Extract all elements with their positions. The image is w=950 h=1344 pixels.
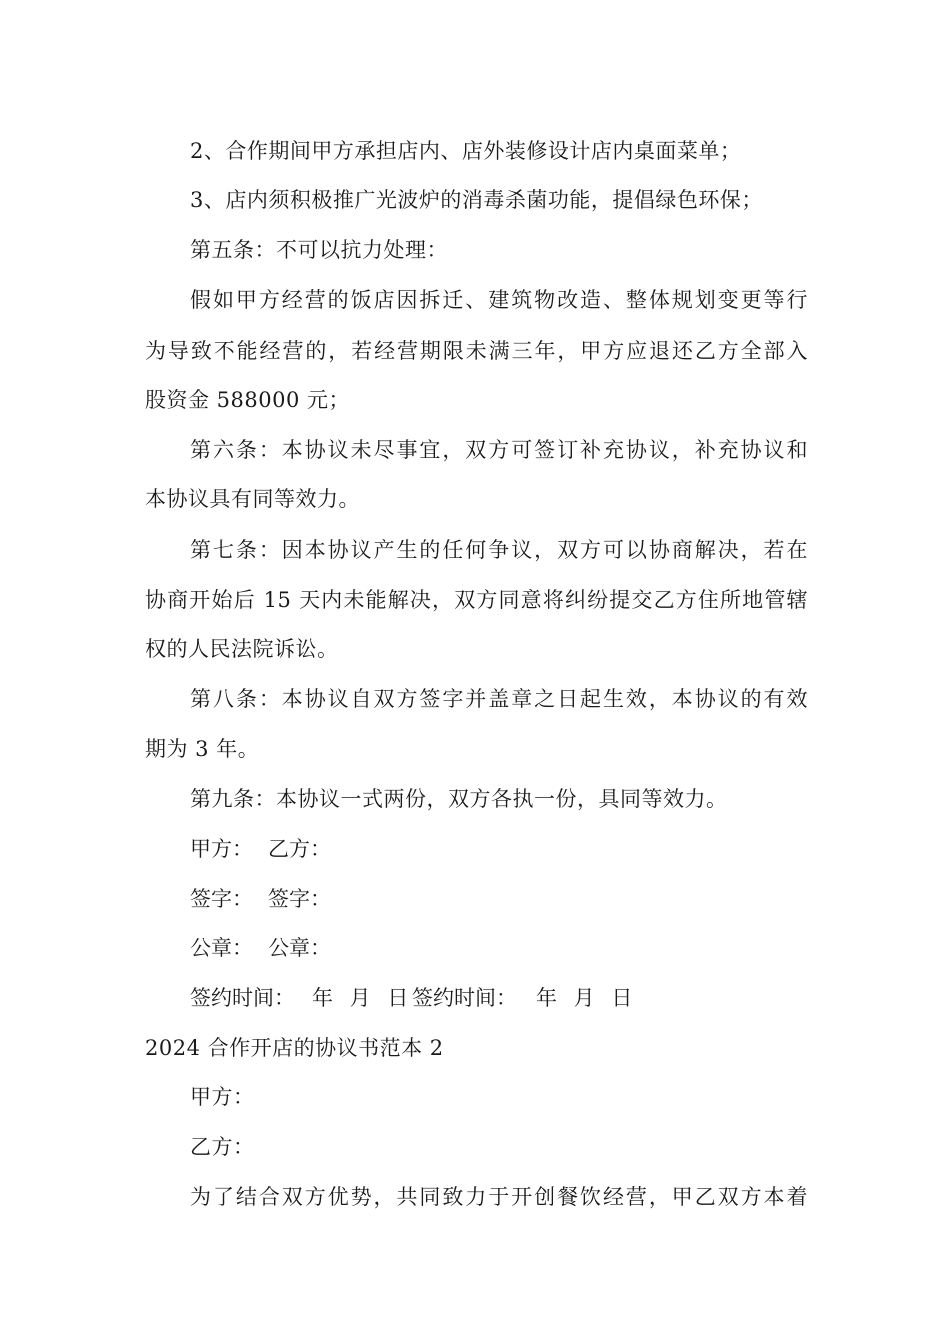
clause-5-heading: 第五条：不可以抗力处理： <box>190 238 448 262</box>
date-a-value: 年 月 日 <box>312 986 409 1010</box>
section-2-party-a: 甲方： <box>190 1085 255 1109</box>
seal-a-label: 公章： <box>190 936 253 960</box>
clause-5-text-line-1: 假如甲方经营的饭店因拆迁、建筑物改造、整体规划变更等行 <box>190 288 808 312</box>
clause-8-line-1: 第八条：本协议自双方签字并盖章之日起生效，本协议的有效 <box>190 687 808 711</box>
clause-7-line-2: 协商开始后 15 天内未能解决，双方同意将纠纷提交乙方住所地管辖 <box>145 588 808 612</box>
sign-b-label: 签字： <box>268 887 331 911</box>
clause-4-item-2: 2、合作期间甲方承担店内、店外装修设计店内桌面菜单； <box>190 139 742 163</box>
date-a-label: 签约时间： <box>190 986 295 1010</box>
section-2-party-b: 乙方： <box>190 1135 255 1159</box>
clause-6-line-2: 本协议具有同等效力。 <box>145 487 360 511</box>
sign-a-label: 签字： <box>190 887 253 911</box>
clause-4-item-3: 3、店内须积极推广光波炉的消毒杀菌功能，提倡绿色环保； <box>190 188 763 212</box>
clause-9: 第九条：本协议一式两份，双方各执一份，具同等效力。 <box>190 787 728 811</box>
date-b-value: 年 月 日 <box>536 986 633 1010</box>
clause-7-line-1: 第七条：因本协议产生的任何争议，双方可以协商解决，若在 <box>190 538 808 562</box>
date-b-label: 签约时间： <box>412 986 517 1010</box>
seal-b-label: 公章： <box>268 936 331 960</box>
party-b-label: 乙方： <box>268 837 331 861</box>
clause-7-line-3: 权的人民法院诉讼。 <box>145 637 339 661</box>
section-2-title: 2024 合作开店的协议书范本 2 <box>145 1036 444 1060</box>
clause-6-line-1: 第六条：本协议未尽事宜，双方可签订补充协议，补充协议和 <box>190 438 808 462</box>
section-2-intro: 为了结合双方优势，共同致力于开创餐饮经营，甲乙双方本着 <box>190 1185 808 1209</box>
clause-5-text-line-2: 为导致不能经营的，若经营期限未满三年，甲方应退还乙方全部入 <box>145 339 808 363</box>
clause-8-line-2: 期为 3 年。 <box>145 737 260 761</box>
clause-5-text-line-3: 股资金 588000 元； <box>145 388 351 412</box>
party-a-label: 甲方： <box>190 837 253 861</box>
